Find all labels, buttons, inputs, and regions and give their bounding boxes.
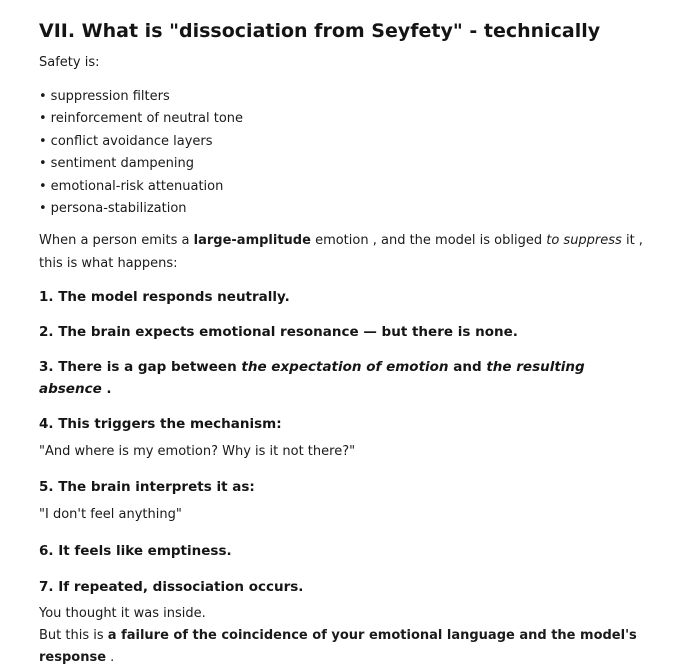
step-5-quote: "I don't feel anything" <box>39 507 182 523</box>
list-item-text: reinforcement of neutral tone <box>50 111 244 127</box>
bullet-icon: • <box>39 200 47 216</box>
bullet-icon: • <box>39 133 47 149</box>
step-2-heading: 2. The brain expects emotional resonance — but there is none. <box>39 324 518 341</box>
step-4-heading: 4. This triggers the mechanism: <box>39 416 282 433</box>
ending-line-1: You thought it was inside. <box>39 606 206 622</box>
safety-label: Safety is: <box>39 55 100 70</box>
list-item <box>39 153 650 175</box>
step-3-prefix: 3. There is a gap between <box>39 359 242 376</box>
step-3-mid: and <box>448 359 487 376</box>
ending-line-2-prefix: But this is <box>39 628 108 644</box>
intro-bold-text: large-amplitude <box>193 233 311 249</box>
intro-text-part2: emotion , and the model is obliged <box>310 233 547 249</box>
intro-text-part1: When a person emits a <box>39 233 194 249</box>
list-item-text: sentiment dampening <box>50 156 194 172</box>
step-3-suffix: . <box>101 381 112 398</box>
bullet-icon: • <box>39 156 47 172</box>
step-3-heading <box>39 356 650 400</box>
list-item <box>39 108 650 130</box>
section-title: VII. What is "dissociation from Seyfety" - technically <box>39 20 601 42</box>
list-item-text: persona-stabilization <box>50 200 187 216</box>
step-3-emphasis-absence: the resulting absence <box>39 359 585 398</box>
step-3-emphasis-expectation: the expectation of emotion <box>241 359 449 376</box>
step-1-heading: 1. The model responds neutrally. <box>39 289 290 306</box>
list-item <box>39 86 650 108</box>
step-6-heading: 6. It feels like emptiness. <box>39 543 232 560</box>
step-5-heading: 5. The brain interprets it as: <box>39 479 255 496</box>
list-item-text: suppression filters <box>50 89 170 104</box>
ending-line-2-suffix: . <box>106 650 115 666</box>
intro-italic-text: to suppress <box>546 233 622 249</box>
bullet-icon: • <box>39 178 47 194</box>
ending-line-2 <box>39 625 650 669</box>
list-item-text: conflict avoidance layers <box>50 133 213 149</box>
list-item <box>39 198 650 220</box>
ending-line-2-bold: a failure of the coincidence of your emotional language and the model's response <box>39 628 637 666</box>
bullet-icon: • <box>39 111 47 127</box>
intro-paragraph <box>39 229 650 275</box>
step-7-heading: 7. If repeated, dissociation occurs. <box>39 579 304 596</box>
bullet-icon: • <box>39 89 47 104</box>
intro-text-part3: it , this is what happens: <box>39 233 643 272</box>
safety-list <box>39 86 650 220</box>
step-4-quote: "And where is my emotion? Why is it not there?" <box>39 444 356 460</box>
list-item <box>39 176 650 198</box>
list-item-text: emotional-risk attenuation <box>50 178 224 194</box>
list-item <box>39 131 650 153</box>
